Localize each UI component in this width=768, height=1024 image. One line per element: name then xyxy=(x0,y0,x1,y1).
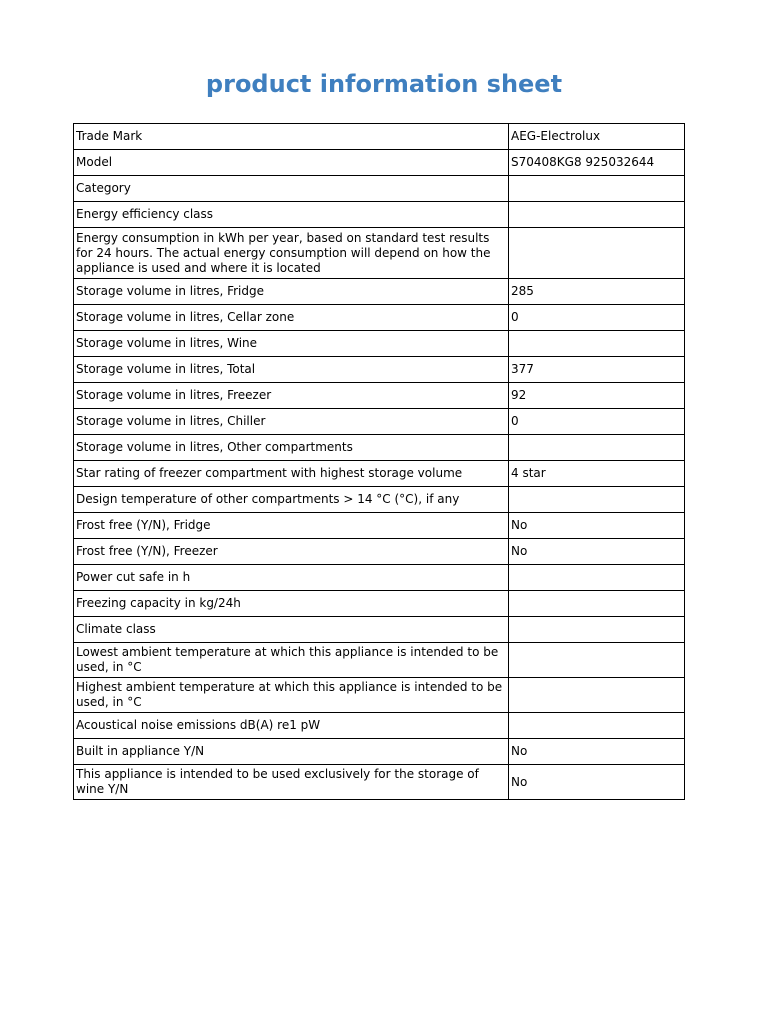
row-value xyxy=(509,591,685,617)
table-row xyxy=(74,305,685,331)
table-row xyxy=(74,591,685,617)
page-title: product information sheet xyxy=(205,70,563,98)
table-row xyxy=(74,678,685,713)
table-row xyxy=(74,461,685,487)
row-value: 285 xyxy=(509,279,685,305)
row-value xyxy=(509,678,685,713)
row-value xyxy=(509,331,685,357)
table-row xyxy=(74,617,685,643)
table-row xyxy=(74,565,685,591)
row-label: This appliance is intended to be used exclusively for the storage of wine Y/N xyxy=(74,765,509,800)
row-label: Climate class xyxy=(74,617,509,643)
row-label: Frost free (Y/N), Freezer xyxy=(74,539,509,565)
row-value xyxy=(509,617,685,643)
row-label: Energy efficiency class xyxy=(74,202,509,228)
table-row xyxy=(74,228,685,279)
product-info-table xyxy=(73,123,685,800)
row-value xyxy=(509,176,685,202)
row-label: Frost free (Y/N), Fridge xyxy=(74,513,509,539)
table-row xyxy=(74,331,685,357)
row-label: Energy consumption in kWh per year, based on standard test results for 24 hours. The actual energy consumption will depend on how the appliance is used and where it is located xyxy=(74,228,509,279)
row-value xyxy=(509,487,685,513)
row-value: S70408KG8 925032644 xyxy=(509,150,685,176)
row-label: Star rating of freezer compartment with highest storage volume xyxy=(74,461,509,487)
table-row xyxy=(74,513,685,539)
row-value: AEG-Electrolux xyxy=(509,124,685,150)
row-value: No xyxy=(509,539,685,565)
row-label: Storage volume in litres, Fridge xyxy=(74,279,509,305)
row-label: Freezing capacity in kg/24h xyxy=(74,591,509,617)
row-label: Design temperature of other compartments > 14 °C (°C), if any xyxy=(74,487,509,513)
table-row xyxy=(74,739,685,765)
row-label: Storage volume in litres, Total xyxy=(74,357,509,383)
row-label: Storage volume in litres, Other compartments xyxy=(74,435,509,461)
table-row xyxy=(74,279,685,305)
row-value: No xyxy=(509,739,685,765)
row-value: 0 xyxy=(509,409,685,435)
row-label: Storage volume in litres, Wine xyxy=(74,331,509,357)
row-value: 4 star xyxy=(509,461,685,487)
row-label: Highest ambient temperature at which this appliance is intended to be used, in °C xyxy=(74,678,509,713)
table-row xyxy=(74,383,685,409)
table-row xyxy=(74,643,685,678)
table-row xyxy=(74,150,685,176)
table-row xyxy=(74,202,685,228)
table-row xyxy=(74,176,685,202)
row-value: 377 xyxy=(509,357,685,383)
table-row xyxy=(74,713,685,739)
row-value: 92 xyxy=(509,383,685,409)
table-row xyxy=(74,435,685,461)
row-label: Storage volume in litres, Chiller xyxy=(74,409,509,435)
table-row xyxy=(74,765,685,800)
table-row xyxy=(74,539,685,565)
row-label: Trade Mark xyxy=(74,124,509,150)
row-value: 0 xyxy=(509,305,685,331)
row-label: Lowest ambient temperature at which this appliance is intended to be used, in °C xyxy=(74,643,509,678)
row-label: Built in appliance Y/N xyxy=(74,739,509,765)
table-row xyxy=(74,357,685,383)
row-value xyxy=(509,435,685,461)
table-row xyxy=(74,124,685,150)
row-label: Storage volume in litres, Cellar zone xyxy=(74,305,509,331)
row-label: Category xyxy=(74,176,509,202)
table-row xyxy=(74,487,685,513)
row-label: Acoustical noise emissions dB(A) re1 pW xyxy=(74,713,509,739)
row-value: No xyxy=(509,765,685,800)
row-label: Power cut safe in h xyxy=(74,565,509,591)
table-row xyxy=(74,409,685,435)
row-value: No xyxy=(509,513,685,539)
row-value xyxy=(509,202,685,228)
row-label: Storage volume in litres, Freezer xyxy=(74,383,509,409)
row-value xyxy=(509,643,685,678)
row-label: Model xyxy=(74,150,509,176)
row-value xyxy=(509,228,685,279)
row-value xyxy=(509,565,685,591)
row-value xyxy=(509,713,685,739)
